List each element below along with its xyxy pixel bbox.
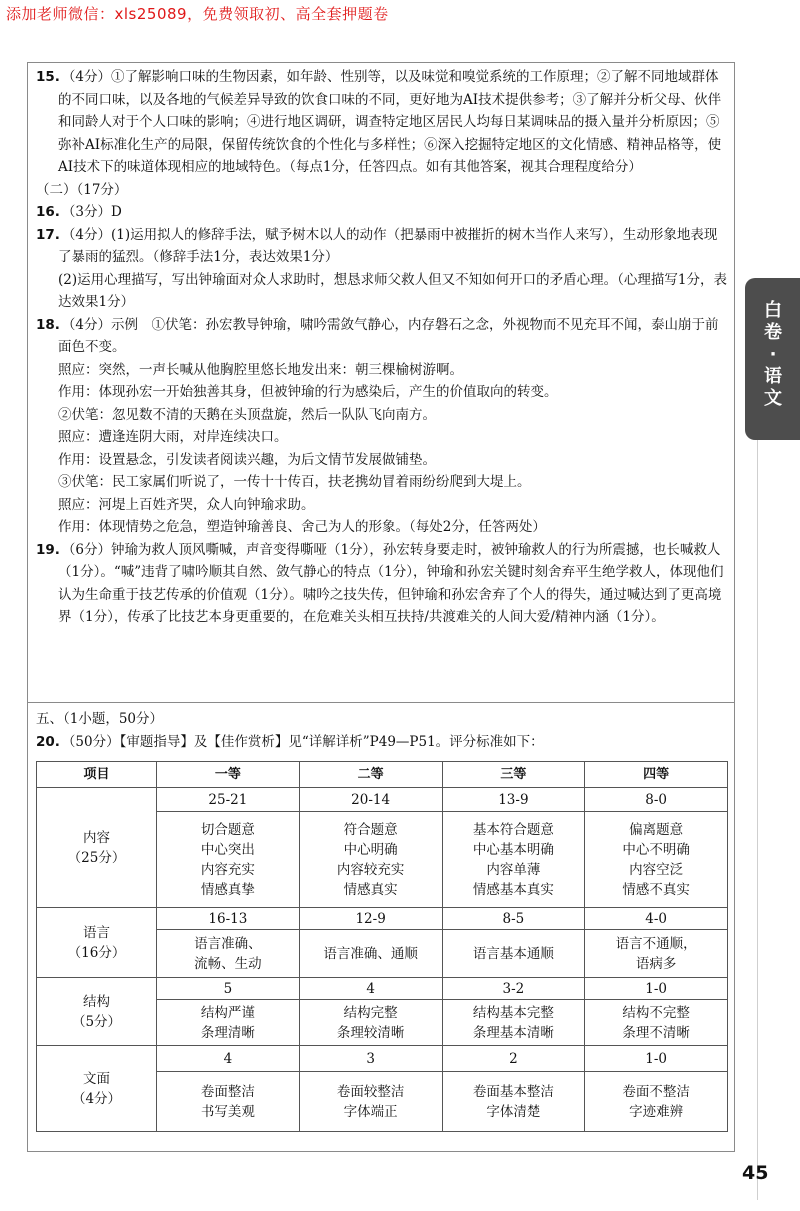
side-tab-char: 卷	[764, 322, 782, 343]
criterion: 基本符合题意	[472, 821, 554, 838]
criteria-cell	[157, 812, 300, 908]
criterion: 切合题意	[200, 821, 255, 838]
criterion: 中心基本明确	[472, 841, 554, 858]
answer-text: （3分）D	[61, 204, 122, 220]
criteria-cell	[585, 930, 728, 978]
question-17	[36, 224, 728, 269]
criteria-cell	[442, 1000, 585, 1046]
criteria-cell	[157, 1000, 300, 1046]
criteria-cell	[442, 1072, 585, 1132]
subject-side-tab	[745, 278, 800, 440]
answer-line: ③伏笔：民工家属们听说了，一传十十传百，扶老携幼冒着雨纷纷爬到大堤上。	[58, 474, 531, 490]
criterion: 条理基本清晰	[472, 1024, 554, 1041]
side-tab-char: 文	[764, 388, 782, 409]
answer-text: （6分）钟瑜为救人顶风嘶喊，声音变得嘶哑（1分），孙宏转身要走时，被钟瑜救人的行为所震撼，也长喊救人（1分）。“喊”违背了啸吟顺其自然、敛气静心的特点（1分），钟瑜和孙宏关键时刻舍弃平生绝学救人，体现他们认为生命重于技艺传承的价值观（1分）。啸吟之技失传，但钟瑜和孙宏舍弃了个人的得失，通过喊达到了更高境界（1分），传承了比技艺本身更重要的，在危难关头相互扶持/共渡难关的人间大爱/精神内涵（1分）。	[58, 541, 724, 625]
row-label: 结构	[83, 993, 110, 1010]
row-score: （4分）	[71, 1090, 122, 1107]
answer-line: ②伏笔：忽见数不清的天鹅在头顶盘旋，然后一队队飞向南方。	[58, 406, 436, 423]
answer-text: （4分）①了解影响口味的生物因素，如年龄、性别等，以及味觉和嗅觉系统的工作原理；②了解不同地域群体的不同口味，以及各地的气候差异导致的饮食口味的不同，更好地为AI技术提供参考；③了解并分析父母、伙伴和同龄人对于个人口味的影响；④进行地区调研，调查特定地区居民人均每日某调味品的摄入量并分析原因；⑤弥补AI标准化生产的局限，保留传统饮食的个性化与多样性；⑥深入挖掘特定地区的文化情感、精神品格等，使AI技术下的味道体现相应的地域特色。（每点1分，任答四点。如有其他答案，视其合理程度给分）	[58, 69, 722, 175]
row-label-content	[37, 788, 157, 908]
row-label: 语言	[83, 924, 110, 941]
row-label: 文面	[83, 1070, 110, 1087]
answer-line: 照应：突然，一声长喊从他胸腔里悠长地发出来：朝三棵榆树游啊。	[58, 361, 463, 378]
score-range: 8-0	[585, 788, 728, 812]
criterion: 情感真实	[343, 881, 398, 898]
criteria-cell	[299, 1000, 442, 1046]
answer-line: 照应：遭逢连阴大雨，对岸连续决口。	[58, 429, 288, 445]
watermark-text: 添加老师微信：xls25089，免费领取初、高全套押题卷	[6, 5, 389, 23]
criterion: 语病多	[635, 955, 677, 972]
header-grade-3: 三等	[442, 762, 585, 788]
criterion: 中心明确	[343, 841, 398, 858]
criterion: 偏离题意	[629, 821, 684, 838]
score-range: 8-5	[442, 908, 585, 930]
criterion: 语言准确、	[194, 935, 262, 952]
criterion: 内容单薄	[486, 861, 541, 878]
score-range: 1-0	[585, 1046, 728, 1072]
criterion: 卷面基本整洁	[472, 1083, 554, 1100]
criterion: 条理较清晰	[336, 1024, 405, 1041]
header-item: 项目	[37, 762, 157, 788]
score-range: 4-0	[585, 908, 728, 930]
criterion: 字体清楚	[486, 1103, 541, 1120]
row-label: 内容	[83, 829, 110, 846]
answer-line: 作用：设置悬念，引发读者阅读兴趣，为后文情节发展做铺垫。	[58, 451, 436, 468]
header-grade-2: 二等	[299, 762, 442, 788]
row-label-writing	[37, 1046, 157, 1132]
score-range: 2	[442, 1046, 585, 1072]
row-score: （16分）	[67, 944, 126, 961]
criterion: 书写美观	[200, 1103, 255, 1120]
score-range: 20-14	[299, 788, 442, 812]
header-grade-1: 一等	[157, 762, 300, 788]
score-range: 4	[299, 978, 442, 1000]
criteria-cell	[585, 812, 728, 908]
criterion: 情感基本真实	[472, 881, 554, 898]
criterion: 条理清晰	[200, 1024, 255, 1041]
criteria-cell	[442, 812, 585, 908]
score-range: 13-9	[442, 788, 585, 812]
answer-line: 作用：体现孙宏一开始独善其身，但被钟瑜的行为感染后，产生的价值取向的转变。	[58, 384, 558, 400]
question-18	[36, 314, 728, 359]
section-heading: （二）（17分）	[36, 181, 128, 198]
section-divider	[27, 702, 735, 703]
answer-line: 照应：河堤上百姓齐哭，众人向钟瑜求助。	[58, 496, 315, 513]
criterion: 卷面较整洁	[336, 1083, 405, 1100]
section-heading: 五、（1小题，50分）	[36, 711, 164, 727]
answer-text: （4分）示例 ①伏笔：孙宏教导钟瑜，啸吟需敛气静心，内存磐石之念，外视物而不见充耳不闻，泰山崩于前面色不变。	[58, 316, 719, 355]
criteria-cell	[585, 1000, 728, 1046]
section-five	[36, 708, 728, 753]
question-19	[36, 539, 728, 629]
side-tab-char: 白	[764, 300, 782, 321]
answer-line: 作用：体现情势之危急，塑造钟瑜善良、舍己为人的形象。（每处2分，任答两处）	[58, 519, 546, 535]
score-range: 5	[157, 978, 300, 1000]
row-label-language	[37, 908, 157, 978]
criteria-cell: 语言基本通顺	[442, 930, 585, 978]
header-grade-4: 四等	[585, 762, 728, 788]
criterion: 结构基本完整	[472, 1004, 554, 1021]
question-number: 15.	[36, 69, 60, 85]
answer-paragraph: (2)运用心理描写，写出钟瑜面对众人求助时，想恳求师父救人但又不知如何开口的矛盾心理。（心理描写1分，表达效果1分）	[58, 271, 727, 310]
question-20	[36, 731, 728, 754]
row-score: （25分）	[67, 849, 126, 866]
score-range: 3	[299, 1046, 442, 1072]
row-label-structure	[37, 978, 157, 1046]
criteria-cell	[299, 812, 442, 908]
page-number: 45	[742, 1162, 769, 1184]
question-number: 16.	[36, 204, 60, 220]
criterion: 中心不明确	[622, 841, 690, 858]
criterion: 流畅、生动	[194, 955, 262, 972]
criterion: 内容充实	[200, 861, 255, 878]
criterion: 结构完整	[343, 1004, 398, 1021]
criterion: 结构不完整	[622, 1004, 690, 1021]
criterion: 字体端正	[343, 1103, 398, 1120]
row-score: （5分）	[71, 1013, 122, 1030]
side-tab-label	[761, 300, 785, 410]
criteria-cell	[585, 1072, 728, 1132]
side-tab-char: ·	[769, 344, 777, 365]
score-range: 12-9	[299, 908, 442, 930]
score-range: 3-2	[442, 978, 585, 1000]
criterion: 情感不真实	[622, 881, 690, 898]
question-number: 20.	[36, 733, 60, 750]
question-15	[36, 66, 728, 179]
criterion: 结构严谨	[200, 1004, 255, 1021]
score-range: 1-0	[585, 978, 728, 1000]
answer-text: （4分）(1)运用拟人的修辞手法，赋予树木以人的动作（把暴雨中被摧折的树木当作人来写），生动形象地表现了暴雨的猛烈。（修辞手法1分，表达效果1分）	[58, 226, 718, 265]
criterion: 中心突出	[200, 841, 255, 858]
criterion: 字迹难辨	[629, 1103, 684, 1120]
criterion: 内容较充实	[336, 861, 405, 878]
score-range: 4	[157, 1046, 300, 1072]
score-range: 25-21	[157, 788, 300, 812]
criterion: 条理不清晰	[622, 1024, 690, 1041]
answer-content	[36, 66, 728, 629]
question-16	[36, 201, 728, 224]
grading-table	[36, 761, 728, 1132]
criterion: 符合题意	[343, 821, 398, 838]
answer-text: （50分）【审题指导】及【佳作赏析】见“详解详析”P49—P51。评分标准如下：	[61, 733, 544, 750]
criteria-cell	[299, 1072, 442, 1132]
criteria-cell: 语言准确、通顺	[299, 930, 442, 978]
margin-line	[757, 440, 758, 1200]
question-number: 19.	[36, 541, 60, 558]
criterion: 语言不通顺，	[615, 935, 697, 952]
question-number: 18.	[36, 316, 60, 333]
question-number: 17.	[36, 226, 60, 243]
criterion: 内容空泛	[629, 861, 684, 878]
criterion: 卷面整洁	[200, 1083, 255, 1100]
criteria-cell	[157, 930, 300, 978]
score-range: 16-13	[157, 908, 300, 930]
side-tab-char: 语	[764, 366, 782, 387]
criterion: 情感真挚	[200, 881, 255, 898]
criterion: 卷面不整洁	[622, 1083, 690, 1100]
criteria-cell	[157, 1072, 300, 1132]
